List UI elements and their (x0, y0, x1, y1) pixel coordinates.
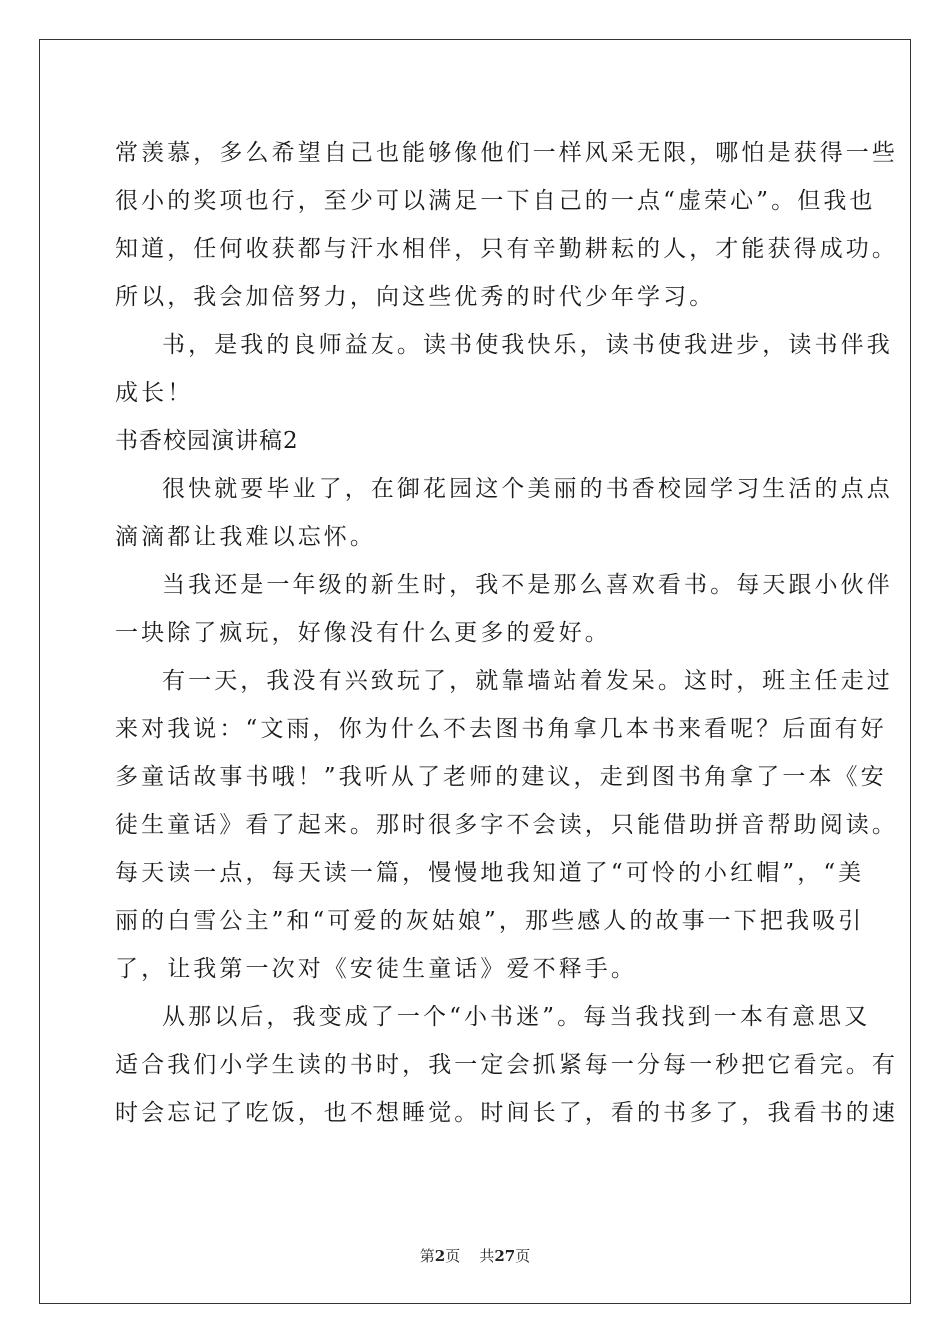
text-line: 从那以后，我变成了一个“小书迷”。每当我找到一本有意思又 (162, 1004, 871, 1030)
text-line: 书，是我的良师益友。读书使我快乐，读书使我进步，读书伴我 (162, 332, 893, 358)
text-line: 多童话故事书哦！”我听从了老师的建议，走到图书角拿了一本《安 (115, 764, 887, 790)
text-line: 很快就要毕业了，在御花园这个美丽的书香校园学习生活的点点 (162, 476, 893, 502)
text-line: 成长！ (115, 380, 194, 406)
text-line: 滴滴都让我难以忘怀。 (115, 524, 376, 550)
text-line: 丽的白雪公主”和“可爱的灰姑娘”，那些感人的故事一下把我吸引 (115, 908, 865, 934)
text-line: 很小的奖项也行，至少可以满足一下自己的一点“虚荣心”。但我也 (115, 188, 876, 214)
text-line: 适合我们小学生读的书时，我一定会抓紧每一分每一秒把它看完。有 (115, 1052, 898, 1078)
page-footer (0, 1245, 950, 1266)
text-line: 一块除了疯玩，好像没有什么更多的爱好。 (115, 620, 611, 646)
text-line: 来对我说：“文雨，你为什么不去图书角拿几本书来看呢？后面有好 (115, 716, 887, 742)
text-line: 当我还是一年级的新生时，我不是那么喜欢看书。每天跟小伙伴 (162, 572, 893, 598)
text-line: 每天读一点，每天读一篇，慢慢地我知道了“可怜的小红帽”，“美 (115, 860, 865, 886)
text-line: 所以，我会加倍努力，向这些优秀的时代少年学习。 (115, 284, 716, 310)
text-line: 常羡慕，多么希望自己也能够像他们一样风采无限，哪怕是获得一些 (115, 140, 898, 166)
text-line: 了，让我第一次对《安徒生童话》爱不释手。 (115, 956, 637, 982)
document-body (115, 129, 898, 1137)
text-line: 知道，任何收获都与汗水相伴，只有辛勤耕耘的人，才能获得成功。 (115, 236, 898, 262)
total-pages-label: 共27页 (479, 1247, 531, 1265)
text-line: 有一天，我没有兴致玩了，就靠墙站着发呆。这时，班主任走过 (162, 668, 893, 694)
section-heading: 书香校园演讲稿2 (115, 428, 299, 454)
text-line: 时会忘记了吃饭，也不想睡觉。时间长了，看的书多了，我看书的速 (115, 1100, 898, 1126)
text-line: 徒生童话》看了起来。那时很多字不会读，只能借助拼音帮助阅读。 (115, 812, 898, 838)
page-number-label: 第2页 (419, 1247, 461, 1265)
